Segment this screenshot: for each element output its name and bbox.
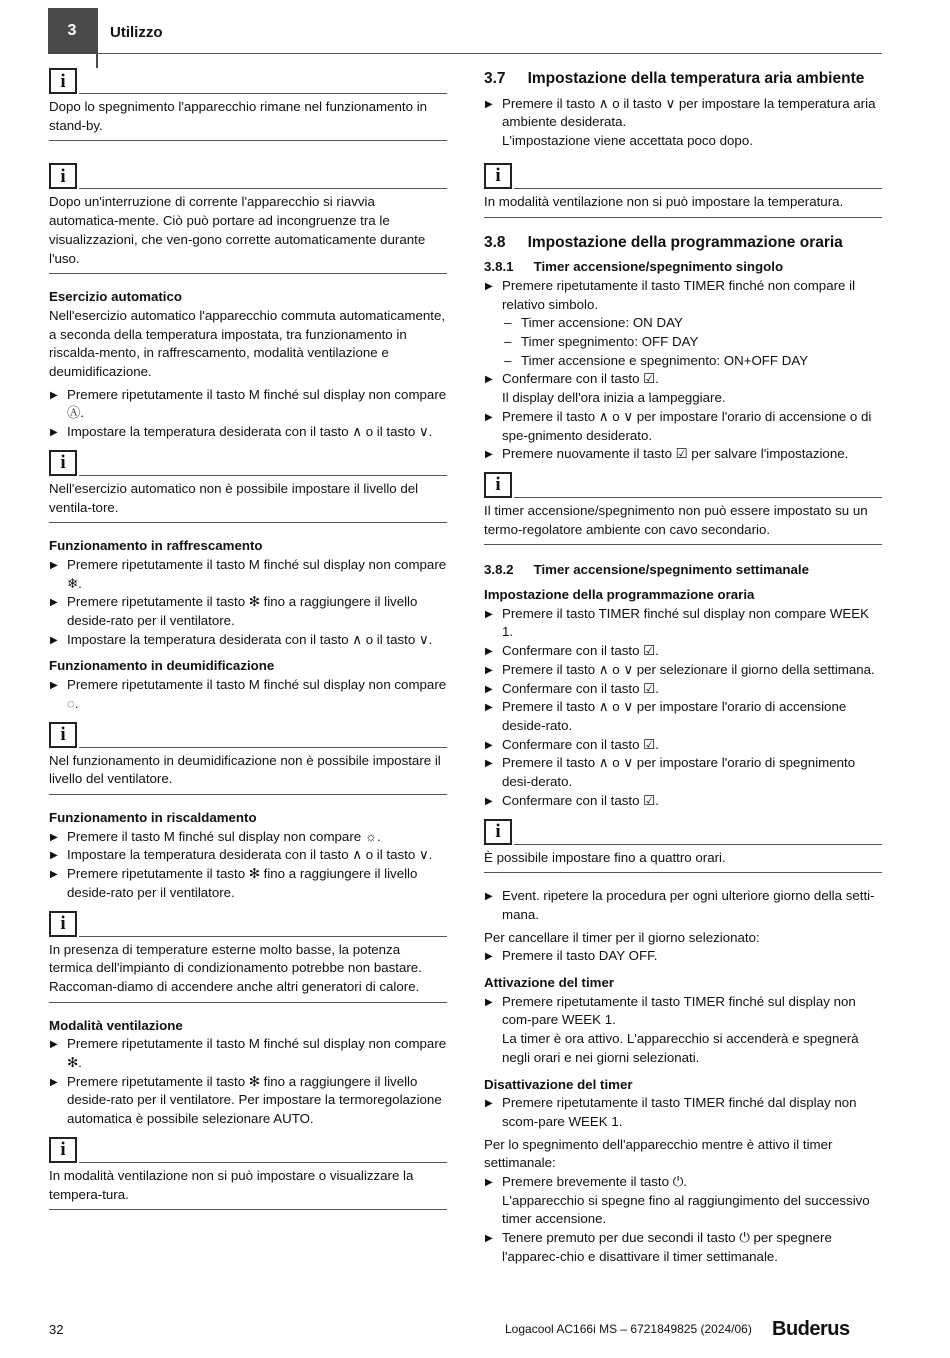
list-item: ▶ Premere brevemente il tasto ⏻. L'apparecchio si spegne fino al raggiungimento del successivo timer accensione. [485,1174,870,1227]
bullet-triangle-icon: ▶ [485,683,493,695]
bullet-triangle-icon: ▶ [485,758,493,770]
heading-heat: Funzionamento in riscaldamento [49,809,257,825]
list-item: ▶ Premere ripetutamente il tasto ✻ fino a raggiungere il livello deside-rato per il ventilatore. [50,866,418,900]
info-icon: i [49,1137,77,1163]
paragraph: Per lo spegnimento dell'apparecchio mentre è attivo il timer settimanale: [484,1136,833,1171]
info-note [49,66,447,141]
paragraph: Nell'esercizio automatico l'apparecchio commuta automaticamente, a seconda della temperatura impostata, tra funzionamento in riscalda-mento, in raffrescamento, modalità ventilazione e deumidificazione. [49,307,446,380]
info-note [49,448,447,523]
bullet-triangle-icon: ▶ [485,608,493,620]
heading-cool: Funzionamento in raffrescamento [49,538,263,554]
info-icon: i [484,819,512,845]
bullet-triangle-icon: ▶ [485,646,493,658]
list-item: ▶ Event. ripetere la procedura per ogni ulteriore giorno della setti-mana. [485,888,875,922]
info-note [49,1135,447,1210]
bullet-triangle-icon: ▶ [485,891,493,903]
info-note [49,720,447,795]
brand-logo: Buderus [772,1318,850,1340]
heading-fan: Modalità ventilazione [49,1017,183,1033]
list-item: ▶ Confermare con il tasto ☑. [484,680,882,699]
bullet-triangle-icon: ▶ [485,996,493,1008]
chapter-title: Utilizzo [110,24,163,41]
bullet-triangle-icon: ▶ [50,680,58,692]
list-item: ▶ Premere il tasto ∧ o ∨ per impostare l'orario di spegnimento desi-derato. [485,755,856,790]
bullet-triangle-icon: ▶ [485,795,493,807]
header-rule [96,53,882,54]
list-item: ▶ Premere il tasto M finché sul display non compare ☼. [49,828,447,847]
note-text: Nel funzionamento in deumidificazione non è possibile impostare il livello del ventilatore. [49,752,441,787]
bullet-triangle-icon: ▶ [50,427,58,439]
info-icon: i [49,450,77,476]
bullet-triangle-icon: ▶ [485,411,493,423]
bullet-triangle-icon: ▶ [485,374,493,386]
list-item: ▶ Impostare la temperatura desiderata con il tasto ∧ o il tasto ∨. [49,846,447,865]
section-heading: 3.7 Impostazione della temperatura aria ambiente [484,70,865,87]
bullet-triangle-icon: ▶ [485,280,493,292]
info-note [484,470,882,545]
list-item: ▶ Confermare con il tasto ☑. Il display dell'ora inizia a lampeggiare. [485,371,726,406]
list-item: ▶ Tenere premuto per due secondi il tasto ⏻ per spegnere l'apparec-chio e disattivare il timer settimanale. [485,1230,832,1264]
heading-activate: Attivazione del timer [484,975,615,991]
info-icon: i [49,68,77,94]
info-icon: i [49,163,77,189]
bullet-triangle-icon: ▶ [50,1076,58,1088]
list-item: ▶ Premere ripetutamente il tasto M finché sul display non compare ◌. [50,677,447,711]
bullet-triangle-icon: ▶ [50,597,58,609]
bullet-triangle-icon: ▶ [50,634,58,646]
list-item: ▶ Premere il tasto ∧ o ∨ per impostare l'orario di accensione deside-rato. [485,699,847,733]
info-icon: i [49,911,77,937]
info-icon: i [49,722,77,748]
list-item: ▶ Premere ripetutamente il tasto ✻ fino a raggiungere il livello deside-rato per il ventilatore. Per impostare la termoregolazione automatica è possibile selezionare AUTO. [50,1073,442,1127]
bullet-triangle-icon: ▶ [50,389,58,401]
chapter-number: 3 [48,8,96,54]
list-item: ▶ Premere il tasto DAY OFF. [484,947,882,966]
bullet-triangle-icon: ▶ [485,739,493,751]
list-item: ▶ Impostare la temperatura desiderata con il tasto ∧ o il tasto ∨. [49,423,447,442]
list-item: ▶ Premere ripetutamente il tasto M finché sul display non compare ✻. [50,1036,447,1071]
section-heading: 3.8 Impostazione della programmazione oraria [484,233,843,251]
note-text: In modalità ventilazione non si può impostare la temperatura. [484,193,844,209]
list-item: ▶ Premere il tasto ∧ o ∨ per impostare l'orario di accensione o di spe-gnimento desiderato. [485,408,872,443]
bullet-triangle-icon: ▶ [485,1177,493,1189]
note-text: In presenza di temperature esterne molto basse, la potenza termica dell'impianto di condizionamento potrebbe non bastare. Raccoman-diamo di accendere anche altri generatori di calore. [49,941,422,994]
list-item: ▶ Premere ripetutamente il tasto M finché sul display non compare Ⓐ. [50,386,447,421]
dash-item: – Timer spegnimento: OFF DAY [504,334,699,350]
list-item: ▶ Premere ripetutamente il tasto M finché sul display non compare ❄. [50,556,447,591]
heading-dry: Funzionamento in deumidificazione [49,658,275,674]
bullet-triangle-icon: ▶ [485,98,493,110]
info-icon: i [484,163,512,189]
bullet-triangle-icon: ▶ [50,869,58,881]
list-item: ▶ Premere ripetutamente il tasto TIMER finché dal display non scom-pare WEEK 1. [485,1095,857,1129]
note-text: In modalità ventilazione non si può impostare o visualizzare la tempera-tura. [49,1167,414,1202]
left-column [49,66,447,1218]
heading-deactivate: Disattivazione del timer [484,1076,633,1092]
bullet-triangle-icon: ▶ [50,1039,58,1051]
bullet-triangle-icon: ▶ [50,559,58,571]
info-note [484,817,882,874]
list-item: ▶ Premere nuovamente il tasto ☑ per salvare l'impostazione. [484,445,882,464]
list-item: ▶ Premere ripetutamente il tasto TIMER finché non compare il relativo simbolo. [485,277,856,312]
list-item: ▶ Confermare con il tasto ☑. [484,736,882,755]
list-item: ▶ Confermare con il tasto ☑. [484,642,882,661]
bullet-triangle-icon: ▶ [485,1233,493,1245]
list-item: ▶ Premere il tasto ∧ o il tasto ∨ per impostare la temperatura aria ambiente desiderata. L'impostazione viene accettata poco dopo. [485,95,876,149]
bullet-triangle-icon: ▶ [485,664,493,676]
info-note [49,161,447,274]
bullet-triangle-icon: ▶ [485,449,493,461]
chapter-bar [96,8,98,68]
list-item: ▶ Premere ripetutamente il tasto ✻ fino a raggiungere il livello deside-rato per il ventilatore. [50,594,418,629]
bullet-triangle-icon: ▶ [50,850,58,862]
note-text: Dopo un'interruzione di corrente l'apparecchio si riavvia automatica-mente. Ciò può portare ad incongruenze tra le visualizzazioni, che ven-gono corrette automaticamente durante l'uso. [49,194,426,266]
heading-auto: Esercizio automatico [49,289,183,305]
doc-reference: Logacool AC166i MS – 6721849825 (2024/06) [505,1322,752,1336]
info-icon: i [484,472,512,498]
list-item: ▶ Premere ripetutamente il tasto TIMER finché sul display non com-pare WEEK 1. La timer è ora attivo. L'apparecchio si accenderà e spegnerà negli orari e nei giorni selezionati. [485,993,859,1065]
dash-item: – Timer accensione e spegnimento: ON+OFF DAY [504,352,809,368]
bullet-triangle-icon: ▶ [485,1098,493,1110]
list-item: ▶ Confermare con il tasto ☑. [484,792,882,811]
page-number: 32 [49,1322,64,1337]
heading-prog: Impostazione della programmazione oraria [484,587,755,603]
list-item: ▶ Premere il tasto TIMER finché sul display non compare WEEK 1. [485,605,870,640]
right-column [484,70,882,1267]
info-note [49,909,447,1003]
dash-item: – Timer accensione: ON DAY [504,315,683,331]
subsection-heading: 3.8.2 Timer accensione/spegnimento settimanale [484,562,809,578]
list-item: ▶ Premere il tasto ∧ o ∨ per selezionare il giorno della settimana. [484,661,882,680]
note-text: È possibile impostare fino a quattro orari. [484,849,726,865]
note-text: Il timer accensione/spegnimento non può essere impostato su un termo-regolatore ambiente con cavo secondario. [484,502,868,537]
bullet-triangle-icon: ▶ [485,702,493,714]
subsection-heading: 3.8.1 Timer accensione/spegnimento singolo [484,259,784,275]
note-text: Dopo lo spegnimento l'apparecchio rimane nel funzionamento in stand-by. [49,99,428,133]
info-note [484,161,882,218]
paragraph: Per cancellare il timer per il giorno selezionato: [484,929,760,945]
bullet-triangle-icon: ▶ [485,951,493,963]
list-item: ▶ Impostare la temperatura desiderata con il tasto ∧ o il tasto ∨. [49,631,447,650]
note-text: Nell'esercizio automatico non è possibile impostare il livello del ventila-tore. [49,480,419,515]
bullet-triangle-icon: ▶ [50,831,58,843]
